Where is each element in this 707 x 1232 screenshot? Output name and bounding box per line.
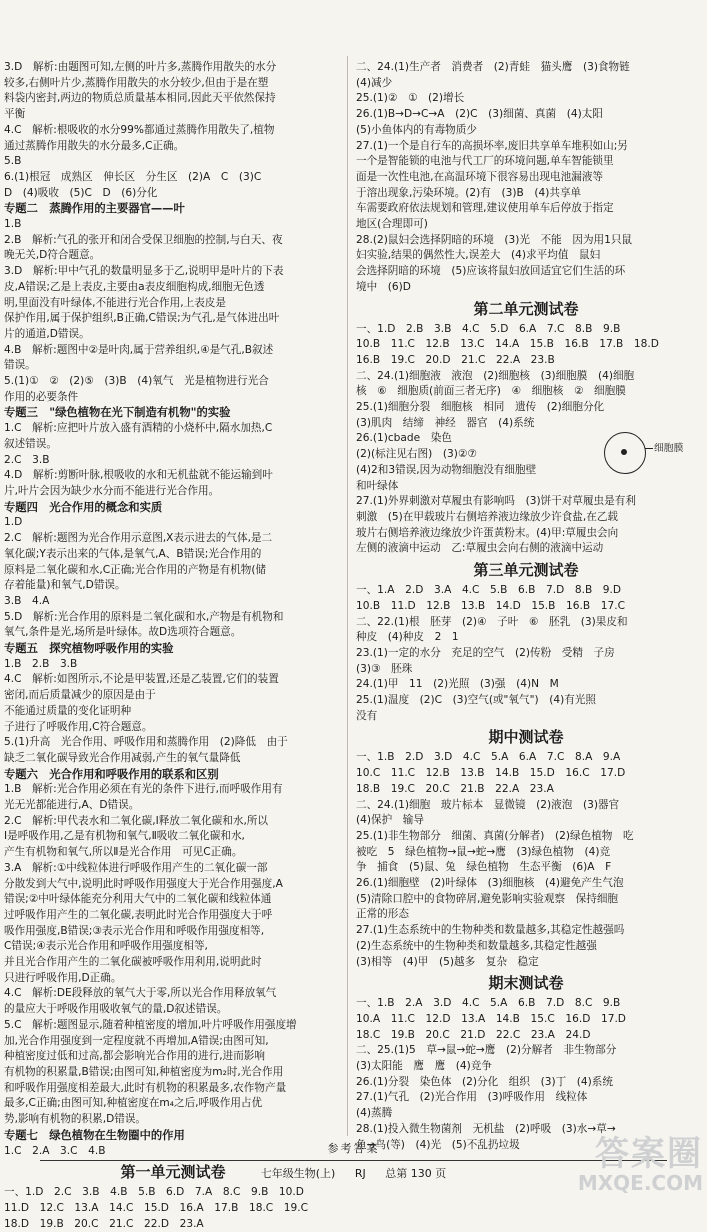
answer-line: 有机物的积累量,B错误;由图可知,种植密度为m₂时,光合作用 [4,1066,284,1078]
answer-line: 25.(1)② ① (2)增长 [356,92,465,105]
answer-line: (4)保护 输导 [356,814,424,827]
section-heading: 专题三 "绿色植物在光下制造有机物"的实验 [4,406,231,420]
answer-line: 片,叶片会因为缺少水分而不能进行光合作用。 [4,484,220,497]
answer-line: 境中 (6)D [356,280,411,293]
answer-line: 争 捕食 (5)鼠、兔 绿色植物 生态平衡 (6)A F [356,861,612,874]
answer-line: (5)小鱼体内的有毒物质少 [356,123,477,136]
answer-line: 10.B 11.C 12.B 13.C 14.A 15.B 16.B 17.B 18.D [356,338,659,351]
answer-line: 25.(1)细胞分裂 细胞核 相同 遗传 (2)细胞分化 [356,401,605,414]
answer-line: 二、25.(1)5 草→鼠→蛇→鹰 (2)分解者 非生物部分 [356,1044,617,1057]
answer-line: 面是一次性电池,在高温环境下很容易出现电池漏液等 [356,170,604,183]
answer-line: 鱼→鸟(等) (4)光 (5)不乱扔垃圾 [356,1138,520,1151]
answer-line: 皮,A错误;乙是上表皮,主要由a表皮细胞构成,细胞无色透 [4,280,265,293]
answer-line: 于溶出现象,污染环境。(2)有 (3)B (4)共享单 [356,186,582,199]
answer-line: 地区(合理即可) [356,218,428,231]
answer-line: 2.C 3.B [4,453,50,466]
answer-line: 种植密度过低和过高,都会影响光合作用的进行,进而影响 [4,1050,265,1063]
answer-line: 缺乏二氧化碳导致光合作用减弱,产生的氧气量降低 [4,751,241,764]
answer-line: 2.C 解析:题图为光合作用示意图,X表示进去的气体,是二 [4,532,273,545]
footer-edition: RJ [354,1167,366,1180]
answer-line: (4)减少 [356,76,393,89]
answer-line: 1.B 解析:光合作用必须在有光的条件下进行,而呼吸作用有 [4,783,283,796]
answer-line: 氧气,条件是光,场所是叶绿体。故D选项符合题意。 [4,626,242,639]
answer-line: D (4)吸收 (5)C D (6)分化 [4,186,158,199]
answer-line: 种皮 (4)种皮 2 1 [356,631,459,644]
answer-line: (3)太阳能 鹰 鹰 (4)竞争 [356,1060,492,1073]
section-heading: 专题二 蒸腾作用的主要器官——叶 [4,202,185,216]
footer-title: 参考答案 [327,1142,380,1155]
answer-line: 加,光合作用强度到一定程度就不再增加,A错误;由图可知, [4,1034,269,1047]
answer-line: 一、1.D 2.C 3.B 4.B 5.B 6.D 7.A 8.C 9.B 10.D [4,1186,304,1199]
answer-line: 产生有机物和氧气,所以Ⅱ是光合作用 可见C正确。 [4,846,243,859]
answer-line: 不能通过质量的变化证明种 [4,704,132,717]
answer-line: 核 ⑥ 细胞质(前面三者无序) ④ 细胞核 ② 细胞膜 [356,385,626,398]
answer-line: 氧化碳;Y表示出来的气体,是氧气,A、B错误;光合作用的 [4,547,262,560]
answer-line: (4)蒸腾 [356,1107,393,1120]
answer-line: 一个是智能锁的电池与代工厂的环境问题,单车智能锁里 [356,155,614,168]
answer-line: 二、22.(1)根 胚芽 (2)④ 子叶 ⑥ 胚乳 (3)果皮和 [356,615,628,628]
answer-line: 和叶绿体 [356,479,399,492]
answer-line: 27.(1)气孔 (2)光合作用 (3)呼吸作用 线粒体 [356,1091,588,1104]
answer-line: 吸作用强度,B错误;③表示光合作用和呼吸作用强度相等, [4,924,265,937]
answer-line: 左侧的液滴中运动 乙:草履虫会向右侧的液滴中运动 [356,542,604,555]
section-heading: 专题四 光合作用的概念和实质 [4,500,163,514]
answer-line: 光无光都能进行,A、D错误。 [4,799,140,812]
answer-line: 18.C 19.B 20.C 21.D 22.C 23.A 24.D [356,1028,591,1041]
answer-line: 18.D 19.B 20.C 21.C 22.D 23.A [4,1217,204,1230]
answer-line: (4)2和3错误,因为动物细胞没有细胞壁 [356,463,537,476]
answer-line: 二、24.(1)生产者 消费者 (2)青蛙 猫头鹰 (3)食物链 [356,61,630,73]
answer-line: 27.(1)生态系统中的生物种类和数量越多,其稳定性越强吗 [356,924,625,937]
answer-line: 晚无关,D符合题意。 [4,249,101,262]
answer-line: 3.D 解析:甲中气孔的数量明显多于乙,说明甲是叶片的下表 [4,265,284,278]
answer-line: 25.(1)温度 (2)C (3)空气(或"氧气") (4)有光照 [356,694,596,707]
answer-line: C错误;④表示光合作用和呼吸作用强度相等, [4,940,208,953]
footer-info [40,1160,667,1181]
answer-line: 26.(1)cbade 染色 [356,432,452,445]
answer-line: 5.C 解析:题图显示,随着种植密度的增加,叶片呼吸作用强度增 [4,1018,297,1031]
answer-line: 24.(1)甲 11 (2)光照 (3)强 (4)N M [356,678,559,691]
answer-line: 被吃 5 绿色植物→鼠→蛇→鹰 (3)绿色植物 (4)竞 [356,845,611,858]
answer-line: 28.(1)投入微生物菌剂 无机盐 (2)呼吸 (3)水→草→ [356,1122,616,1135]
watermark-text: 答案圈 [595,1134,703,1174]
answer-line: 错误;②中叶绿体能充分利用大气中的二氧化碳和线粒体通 [4,893,272,906]
answer-line: 只进行呼吸作用,D正确。 [4,971,122,984]
test-title: 期中测试卷 [488,728,564,747]
answer-line: 一、1.B 2.A 3.D 4.C 5.A 6.B 7.D 8.C 9.B [356,997,621,1010]
answer-line: 26.(1)细胞壁 (2)叶绿体 (3)细胞核 (4)避免产生气泡 [356,877,624,890]
column-divider [347,56,348,1136]
answer-line: (2)(标注见右图) (3)②⑦ [356,448,477,461]
answer-line: 过呼吸作用产生的二氧化碳,表明此时光合作用强度大于呼 [4,908,273,921]
answer-line: 分散发到大气中,说明此时呼吸作用强度大于光合作用强度,A [4,877,283,890]
answer-line: 明,里面没有叶绿体,不能进行光合作用,上表皮是 [4,296,226,309]
cell-membrane-label: 细胞膜 [654,443,684,455]
answer-line: 4.C 解析:根吸收的水分99%都通过蒸腾作用散失了,植物 [4,123,275,136]
answer-line: 25.(1)非生物部分 细菌、真菌(分解者) (2)绿色植物 吃 [356,829,634,842]
answer-line: 18.B 19.C 20.C 21.B 22.A 23.A [356,782,554,795]
answer-line: 并且光合作用产生的二氧化碳被呼吸作用利用,说明此时 [4,956,262,969]
answer-line: 3.A 解析:①中线粒体进行呼吸作用产生的二氧化碳一部 [4,861,268,874]
right-column [356,60,696,1153]
answer-line: 1.C 解析:应把叶片放入盛有酒精的小烧杯中,隔水加热,C [4,422,273,435]
footer-grade: 七年级生物(上) [260,1167,336,1180]
answer-line: 平衡 [4,108,26,121]
answer-line: (3)③ 胚珠 [356,662,413,675]
answer-line: 4.C 解析:如图所示,不论是甲装置,还是乙装置,它们的装置 [4,673,279,686]
answer-line: 密闭,而后质量减少的原因是由于 [4,689,156,702]
label-leader-line [645,448,653,449]
answer-line: 23.(1)一定的水分 充足的空气 (2)传粉 受精 子房 [356,646,615,659]
answer-line: 1.B [4,218,22,231]
answer-line: (3)相等 (4)甲 (5)越多 复杂 稳定 [356,955,539,968]
answer-line: 10.B 11.D 12.B 13.B 14.D 15.B 16.B 17.C [356,599,625,612]
answer-line: Ⅰ是呼吸作用,乙是有机物和氧气,Ⅱ吸收二氧化碳和水, [4,830,245,843]
answer-line: 26.(1)B→D→C→A (2)C (3)细菌、真菌 (4)太阳 [356,108,603,121]
answer-line: 27.(1)外界刺激对草履虫有影响吗 (3)饼干对草履虫是有利 [356,495,636,508]
answer-line: 二、24.(1)细胞液 液泡 (2)细胞核 (3)细胞膜 (4)细胞 [356,369,635,382]
answer-line: 料袋内密封,两边的物质总质量基本相同,因此天平依然保持 [4,92,276,105]
answer-line: 玻片右侧培养液边缘放少许蛋黄粉末。(4)甲:草履虫会向 [356,526,619,539]
answer-line: 2.C 解析:甲代表水和二氧化碳,Ⅰ释放二氧化碳和水,所以 [4,814,268,827]
answer-line: 通过蒸腾作用散失的水分最多,C正确。 [4,139,185,152]
answer-line: (5)清除口腔中的食物碎屑,避免影响实验观察 保持细胞 [356,892,619,905]
answer-line: 28.(2)鼠妇会选择阴暗的环境 (3)光 不能 因为用1只鼠 [356,233,633,246]
footer-page: 总第 130 页 [385,1167,447,1180]
answer-line: 3.D 解析:由题图可知,左侧的叶片多,蒸腾作用散失的水分 [4,61,277,73]
section-heading: 专题七 绿色植物在生物圈中的作用 [4,1128,185,1142]
answer-line: (2)生态系统中的生物种类和数量越多,其稳定性越强 [356,939,597,952]
answer-line: 1.B 2.B 3.B [4,657,78,670]
answer-line: 势,影响有机物的积累,D错误。 [4,1113,147,1126]
watermark-logo [578,1136,703,1194]
answer-line: 4.C 解析:DE段释放的氧气大于零,所以光合作用释放氧气 [4,987,277,1000]
answer-line: 子进行了呼吸作用,C符合题意。 [4,720,153,733]
answer-line: 原料是二氧化碳和水,C正确;光合作用的产物是有机物(储 [4,563,267,576]
test-title: 第二单元测试卷 [473,299,579,318]
answer-line: 3.B 4.A [4,594,50,607]
left-column [4,60,342,1232]
answer-line: 叙述错误。 [4,437,57,450]
section-heading: 专题五 探究植物呼吸作用的实验 [4,642,174,656]
answer-line: 6.(1)根冠 成熟区 伸长区 分生区 (2)A C (3)C [4,170,262,183]
test-title: 第一单元测试卷 [120,1163,226,1182]
answer-line: 1.D [4,516,23,529]
answer-line: 作用的必要条件 [4,390,79,403]
answer-line: 没有 [356,709,378,722]
answer-line: 妇实验,结果的偶然性大,误差大 (4)求平均值 鼠妇 [356,249,601,262]
answer-line: (3)肌肉 结缔 神经 器官 (4)系统 [356,416,535,429]
answer-line: 最多,C正确;由图可知,种植密度在m₄之后,呼吸作用占优 [4,1097,263,1110]
answer-line: 一、1.B 2.D 3.D 4.C 5.A 6.A 7.C 8.A 9.A [356,751,621,764]
answer-line: 10.A 11.C 12.D 13.A 14.B 15.C 16.D 17.D [356,1012,626,1025]
answer-line: 片的通道,D错误。 [4,327,90,340]
answer-line: 较多,右侧叶片少,蒸腾作用散失的水分较少,但由于是在塑 [4,76,269,89]
answer-line: 会选择阴暗的环境 (5)应该将鼠妇放回适宜它们生活的环 [356,265,626,278]
answer-line: 27.(1)一个是自行车的高损坏率,废旧共享单车堆积如山;另 [356,139,628,152]
answer-line: 26.(1)分裂 染色体 (2)分化 组织 (3)丁 (4)系统 [356,1075,613,1088]
answer-line: 保护作用,属于保护组织,B正确,C错误;为气孔,是气体进出叶 [4,312,280,325]
answer-line: 和呼吸作用强度相差最大,此时有机物的积累最多,农作物产量 [4,1081,287,1094]
answer-line: 二、24.(1)细胞 玻片标本 显微镜 (2)液泡 (3)器官 [356,798,620,811]
answer-line: 2.B 解析:气孔的张开和闭合受保卫细胞的控制,与白天、夜 [4,233,283,246]
answer-line: 一、1.D 2.B 3.B 4.C 5.D 6.A 7.C 8.B 9.B [356,322,621,335]
test-title: 第三单元测试卷 [473,561,579,580]
watermark-url: MXQE.COM [577,1171,703,1195]
answer-line: 1.C 2.A 3.C 4.B [4,1144,106,1157]
answer-line: 车需要政府依法规划和管理,建议使用单车后停放于指定 [356,202,614,215]
answer-line: 刺激 (5)在甲载玻片右侧培养液边缘放少许食盐,在乙载 [356,510,619,523]
answer-line: 存着能量)和氧气,D错误。 [4,579,126,592]
answer-line: 16.B 19.C 20.D 21.C 22.A 23.B [356,353,555,366]
answer-line: 5.(1)升高 光合作用、呼吸作用和蒸腾作用 (2)降低 由于 [4,736,288,749]
section-heading: 专题六 光合作用和呼吸作用的联系和区别 [4,767,219,781]
answer-line: 5.(1)① ② (2)⑤ (3)B (4)氧气 光是植物进行光合 [4,375,269,388]
answer-line: 4.D 解析:剪断叶脉,根吸收的水和无机盐就不能运输到叶 [4,469,273,482]
answer-line: 错误。 [4,359,36,372]
answer-line: 的量应大于呼吸作用吸收氧气的量,D叙述错误。 [4,1003,228,1016]
answer-line: 5.D 解析:光合作用的原料是二氧化碳和水,产物是有机物和 [4,610,284,623]
answer-line: 正常的形态 [356,908,409,921]
answer-line: 10.C 11.C 12.B 13.B 14.B 15.D 16.C 17.D [356,767,626,780]
answer-line: 11.D 12.C 13.A 14.C 15.D 16.A 17.B 18.C 19.C [4,1201,319,1214]
test-title: 期末测试卷 [488,974,564,993]
answer-line: 4.B 解析:题图中②是叶肉,属于营养组织,④是气孔,B叙述 [4,343,274,356]
answer-line: 一、1.A 2.D 3.A 4.C 5.B 6.B 7.D 8.B 9.D [356,584,622,597]
answer-line: 5.B [4,155,22,168]
